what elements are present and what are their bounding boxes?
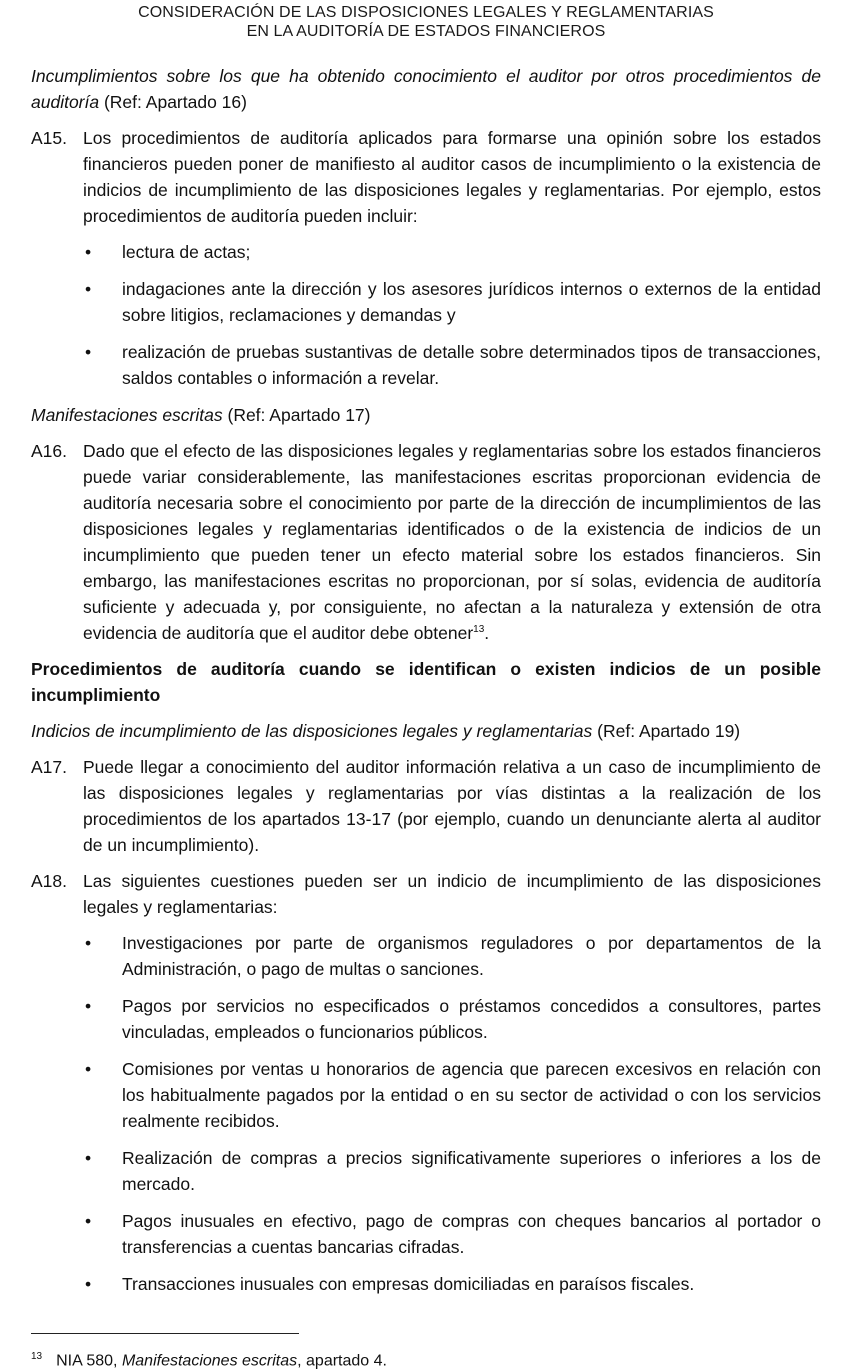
section-heading-title: Indicios de incumplimiento de las disposiciones legales y reglamentarias: [31, 721, 593, 741]
list-item: [83, 930, 821, 982]
paragraph-end: .: [484, 623, 490, 643]
paragraph-text: Los procedimientos de auditoría aplicados para formarse una opinión sobre los estados financieros pueden poner de manifiesto al auditor casos de incumplimiento o la existencia de indicios de incumplimiento de las disposiciones legales y reglamentarias. Por ejemplo, estos procedimientos de auditoría pueden incluir:: [83, 128, 821, 226]
section-heading-title: Manifestaciones escritas: [31, 405, 223, 425]
section-heading-ref: (Ref: Apartado 16): [99, 92, 247, 112]
paragraph-text: Dado que el efecto de las disposiciones legales y reglamentarias sobre los estados financieros puede variar considerablemente, las manifestaciones escritas proporcionan evidencia de auditoría necesaria sobre el conocimiento por parte de la dirección de incumplimientos de las disposiciones legales y reglamentarias identificados o de la existencia de indicios de un incumplimiento que pueden tener un efecto material sobre los estados financieros. Sin embargo, las manifestaciones escritas no proporcionan, por sí solas, evidencia de auditoría suficiente y adecuada y, por consiguiente, no afectan a la naturaleza y extensión de otra evidencia de auditoría que el auditor debe obtener: [83, 441, 821, 643]
paragraph-text: Las siguientes cuestiones pueden ser un indicio de incumplimiento de las disposiciones legales y reglamentarias:: [83, 871, 821, 917]
bullet-icon: •: [85, 1211, 92, 1231]
bullet-icon: •: [85, 242, 92, 262]
paragraph-number: A15.: [31, 128, 67, 148]
paragraph-text: Puede llegar a conocimiento del auditor información relativa a un caso de incumplimiento de las disposiciones legales y reglamentarias por vías distintas a la realización de los procedimientos de los apartados 13-17 (por ejemplo, cuando un denunciante alerta al auditor de un incumplimiento).: [83, 757, 821, 855]
bullet-icon: •: [85, 1059, 92, 1079]
paragraph-number: A18.: [31, 871, 67, 891]
paragraph-number: A16.: [31, 441, 67, 461]
list-item-text: lectura de actas;: [122, 242, 251, 262]
bullet-icon: •: [85, 933, 92, 953]
list-item: [83, 239, 821, 265]
section-heading-title: Incumplimientos sobre los que ha obtenido conocimiento el auditor por otros procedimientos de auditoría: [31, 66, 821, 112]
paragraph-a15: [31, 125, 821, 229]
header-line-1: CONSIDERACIÓN DE LAS DISPOSICIONES LEGALES Y REGLAMENTARIAS: [138, 4, 714, 21]
list-item: [83, 1271, 821, 1297]
footnote-number: 13: [31, 1351, 43, 1362]
list-item: [83, 1208, 821, 1260]
header-line-2: EN LA AUDITORÍA DE ESTADOS FINANCIEROS: [246, 22, 606, 40]
list-item: [83, 1145, 821, 1197]
list-item: [83, 993, 821, 1045]
list-item-text: indagaciones ante la dirección y los asesores jurídicos internos o externos de la entidad sobre litigios, reclamaciones y demandas y: [122, 279, 821, 325]
bullet-icon: •: [85, 1148, 92, 1168]
paragraph-a17: [31, 754, 821, 858]
bullet-list-a18: [83, 930, 821, 1297]
list-item: [83, 276, 821, 328]
list-item-text: Investigaciones por parte de organismos reguladores o por departamentos de la Administración, o pago de multas o sanciones.: [122, 933, 821, 979]
section-heading-written-representations: [31, 402, 821, 428]
footnote-title: Manifestaciones escritas: [121, 1352, 298, 1370]
paragraph-number: A17.: [31, 757, 67, 777]
bullet-icon: •: [85, 279, 92, 299]
list-item-text: Transacciones inusuales con empresas domiciliadas en paraísos fiscales.: [122, 1274, 695, 1294]
footnote-prefix: NIA 580,: [56, 1352, 122, 1370]
footnote: [31, 1346, 387, 1372]
section-heading-ref: (Ref: Apartado 17): [222, 405, 371, 425]
paragraph-a18: [31, 868, 821, 920]
list-item-text: Pagos por servicios no especificados o préstamos concedidos a consultores, partes vinculadas, empleados o funcionarios públicos.: [122, 996, 821, 1042]
section-heading-other-procedures: [31, 63, 821, 115]
bullet-list-a15: [83, 239, 821, 391]
footnote-suffix: , apartado 4.: [297, 1352, 387, 1370]
list-item: [83, 1056, 821, 1134]
list-item-text: Pagos inusuales en efectivo, pago de compras con cheques bancarios al portador o transferencias a cuentas bancarias cifradas.: [122, 1211, 821, 1257]
bullet-icon: •: [85, 342, 92, 362]
bullet-icon: •: [85, 996, 92, 1016]
footnote-divider: [31, 1333, 299, 1334]
paragraph-a16: [31, 438, 821, 646]
list-item: [83, 339, 821, 391]
section-heading-indications: [31, 718, 821, 744]
page-header: [31, 4, 821, 41]
section-heading-ref: (Ref: Apartado 19): [592, 721, 741, 741]
section-heading-procedures: Procedimientos de auditoría cuando se identifican o existen indicios de un posible incumplimiento: [31, 659, 821, 705]
list-item-text: realización de pruebas sustantivas de detalle sobre determinados tipos de transacciones, saldos contables o información a revelar.: [122, 342, 821, 388]
document-page: [31, 4, 821, 1308]
bullet-icon: •: [85, 1274, 92, 1294]
footnote-reference[interactable]: 13: [473, 624, 485, 636]
list-item-text: Realización de compras a precios significativamente superiores o inferiores a los de mercado.: [122, 1148, 821, 1194]
list-item-text: Comisiones por ventas u honorarios de agencia que parecen excesivos en relación con los habitualmente pagados por la entidad o en su sector de actividad o con los servicios realmente recibidos.: [122, 1059, 821, 1131]
